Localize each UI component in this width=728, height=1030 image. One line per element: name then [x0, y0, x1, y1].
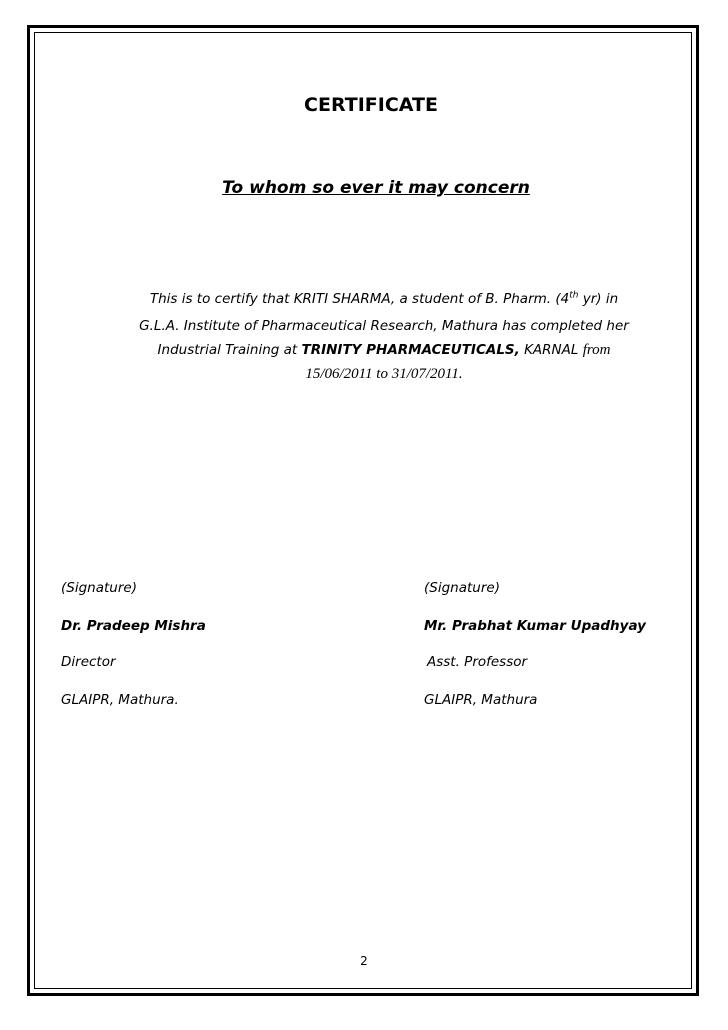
body-line-1 — [0, 291, 728, 307]
right-signatory-designation: Asst. Professor — [427, 654, 528, 670]
body-line-3 — [0, 342, 728, 359]
body-line-2: G.L.A. Institute of Pharmaceutical Research, Mathura has completed her — [139, 318, 629, 334]
certificate-subtitle: To whom so ever it may concern — [222, 178, 530, 198]
left-signatory-name: Dr. Pradeep Mishra — [61, 618, 206, 634]
body-text: KARNAL — [519, 342, 583, 358]
left-signatory-institution: GLAIPR, Mathura. — [61, 692, 179, 708]
right-signature: (Signature) — [424, 580, 500, 596]
right-signatory-name: Mr. Prabhat Kumar Upadhyay — [424, 618, 646, 634]
ordinal-superscript: th — [569, 290, 579, 301]
page-number: 2 — [360, 954, 368, 968]
right-signatory-institution: GLAIPR, Mathura — [424, 692, 538, 708]
training-dates: 15/06/2011 to 31/07/2011. — [305, 366, 463, 382]
body-text: from — [582, 342, 611, 358]
body-text: Industrial Training at — [157, 342, 302, 358]
certificate-title: CERTIFICATE — [304, 94, 438, 116]
body-text: yr) in — [578, 291, 619, 307]
left-signature: (Signature) — [61, 580, 137, 596]
company-name: TRINITY PHARMACEUTICALS, — [301, 342, 520, 358]
body-text: This is to certify that KRITI SHARMA, a student of B. Pharm. (4 — [149, 291, 570, 307]
left-signatory-designation: Director — [61, 654, 116, 670]
page-border-inner — [34, 32, 692, 989]
